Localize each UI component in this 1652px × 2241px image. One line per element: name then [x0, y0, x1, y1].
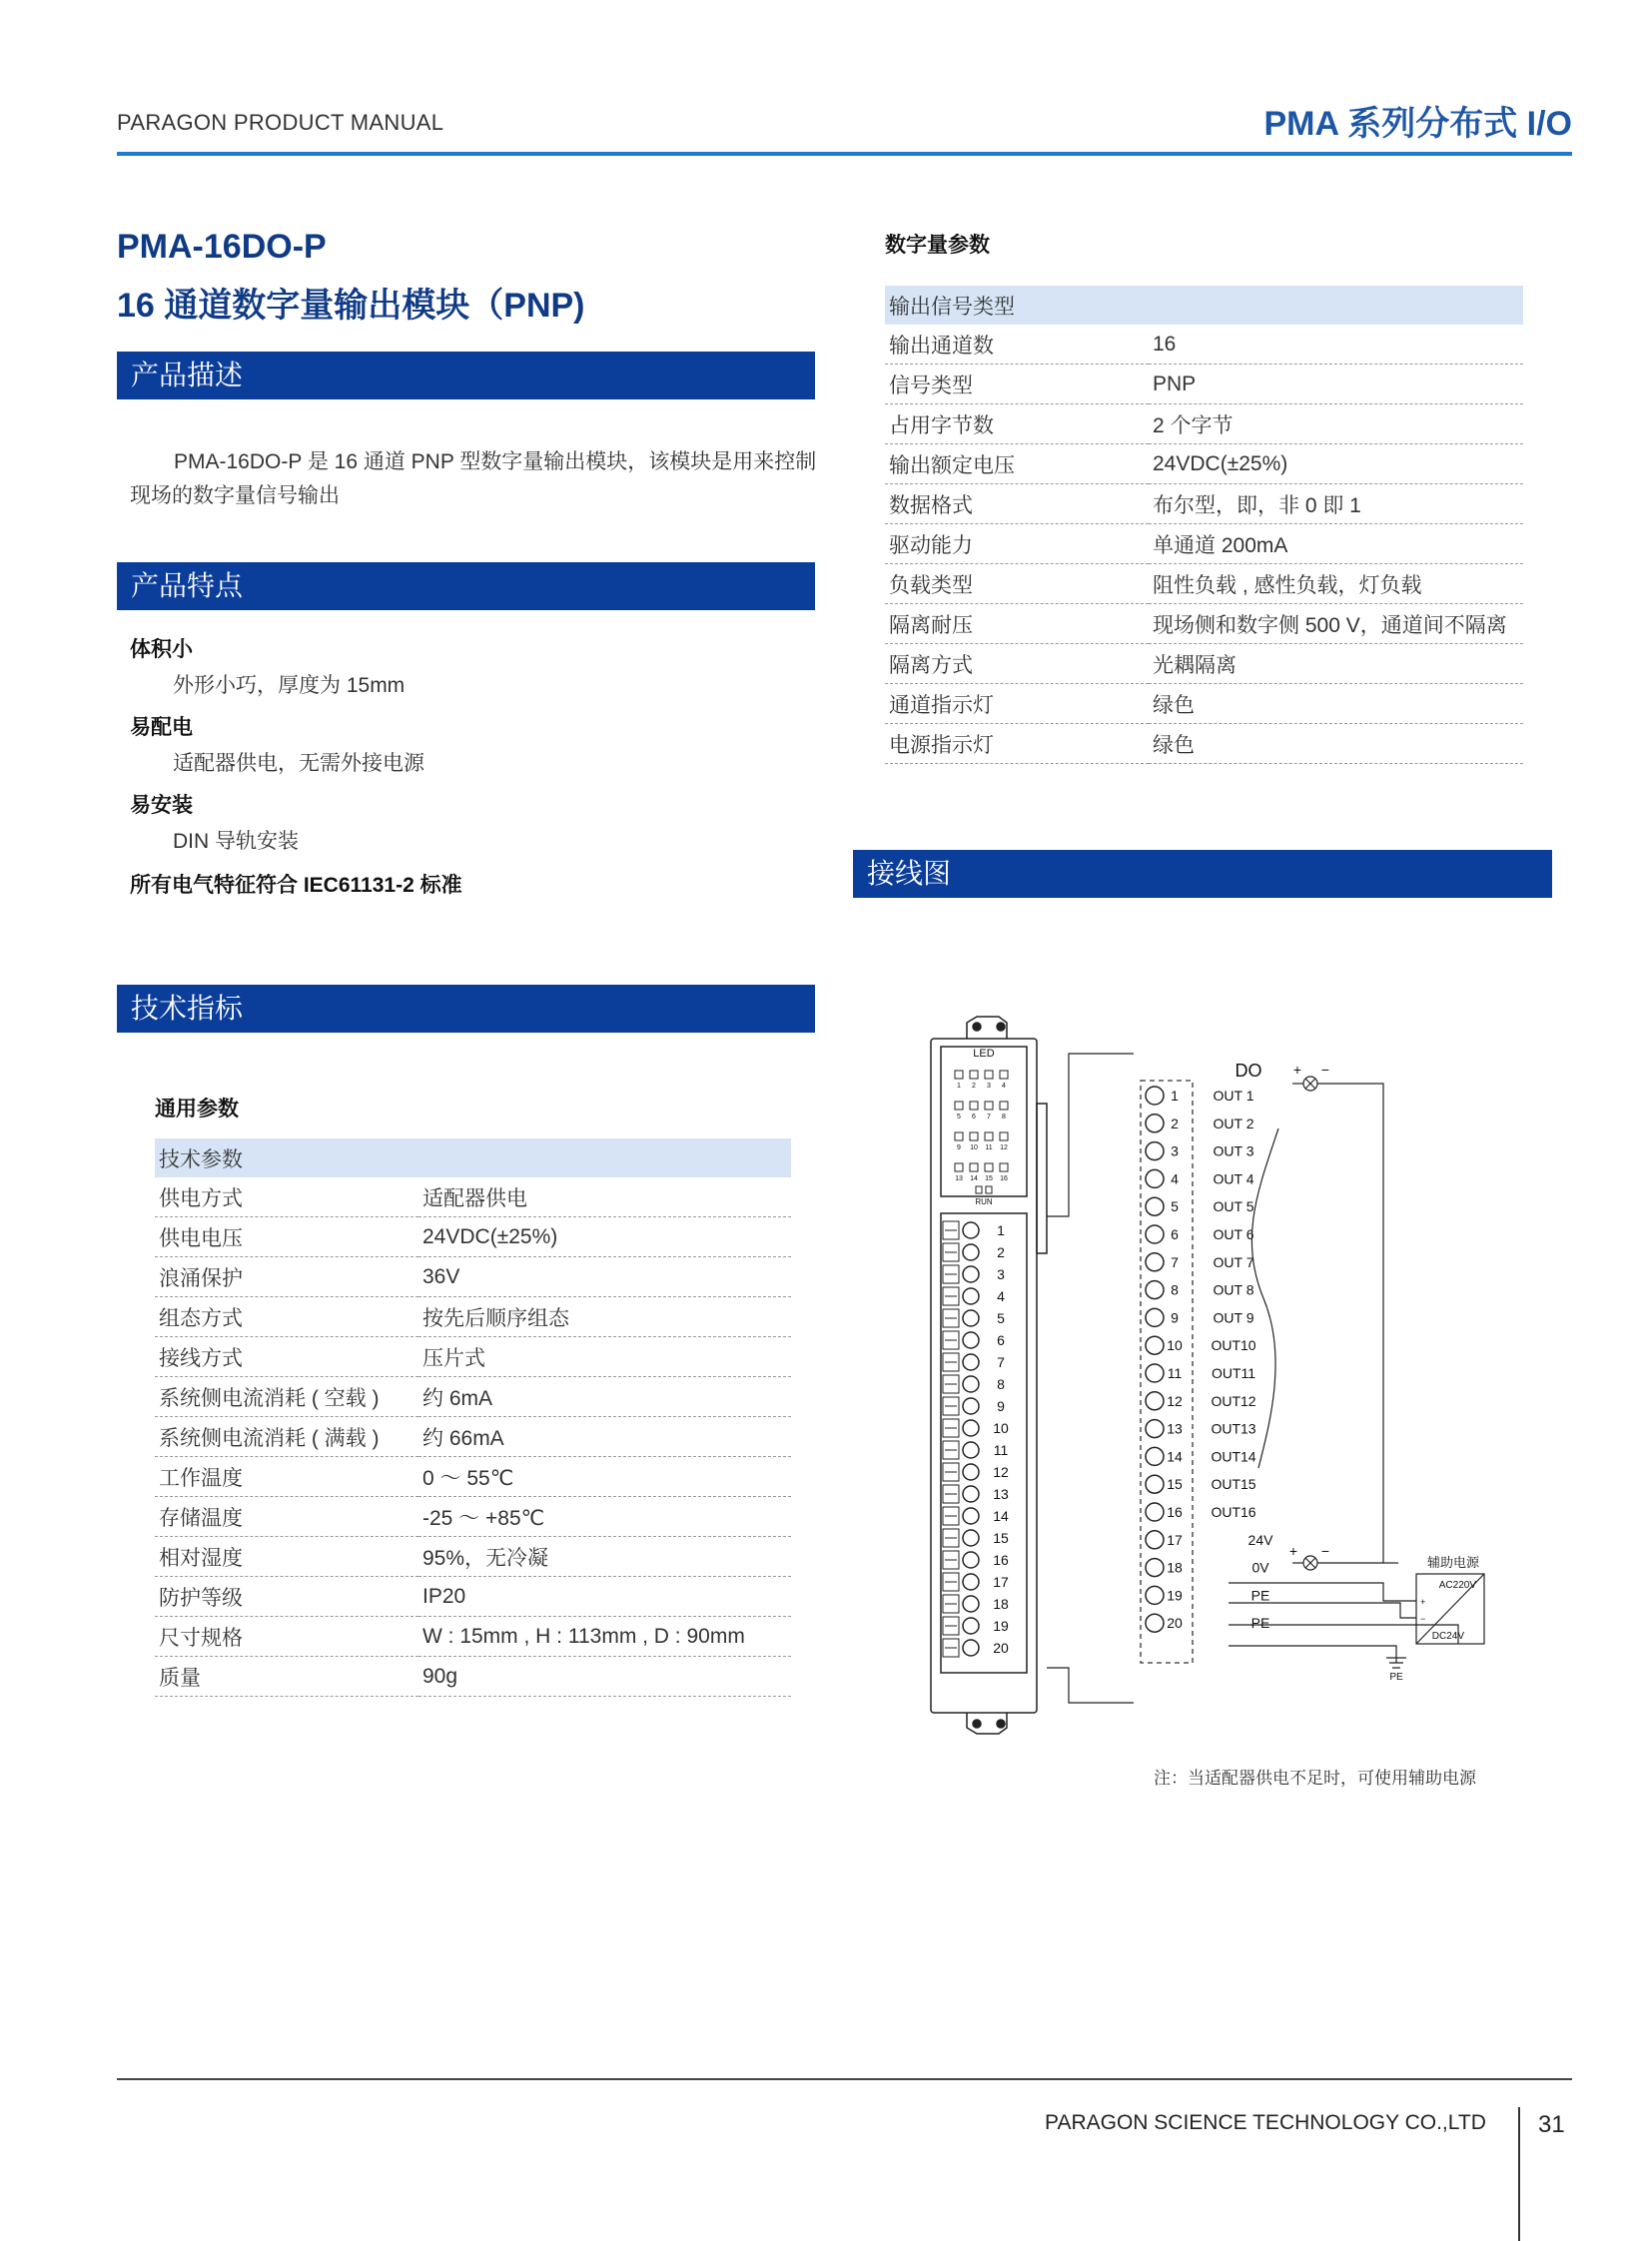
table-row	[885, 644, 1523, 684]
wiring-note: 注：当适配器供电不足时，可使用辅助电源	[1154, 1769, 1476, 1788]
terminal-screw	[963, 1640, 979, 1656]
param-value: 36V	[418, 1257, 791, 1297]
param-name: 工作温度	[155, 1457, 418, 1497]
header-rule	[117, 152, 1572, 156]
footer-rule	[117, 2078, 1572, 2080]
terminal-screw	[963, 1354, 979, 1370]
led-number: 10	[970, 1144, 978, 1151]
terminal-number: 8	[1171, 1281, 1179, 1298]
param-name: 相对湿度	[155, 1537, 418, 1577]
param-name: 供电方式	[155, 1177, 418, 1217]
output-label: OUT 4	[1213, 1170, 1254, 1187]
table-row	[155, 1257, 791, 1297]
module-terminal-number: 20	[993, 1640, 1009, 1656]
feature-title: 易安装	[130, 794, 193, 817]
page-number: 31	[1538, 2111, 1565, 2138]
aux-power-title: 辅助电源	[1426, 1555, 1480, 1570]
terminal-number: 20	[1167, 1615, 1183, 1632]
led-number: 4	[1002, 1083, 1006, 1090]
output-label: OUT 5	[1213, 1198, 1254, 1215]
table-head: 技术参数	[155, 1138, 791, 1177]
terminal-circle	[1146, 1253, 1164, 1271]
output-label: OUT12	[1211, 1392, 1256, 1409]
terminal-number: 10	[1167, 1337, 1183, 1354]
footer-divider	[1518, 2107, 1520, 2241]
power-label: 0V	[1251, 1559, 1269, 1576]
led-number: 8	[1002, 1114, 1006, 1120]
terminal-circle	[1146, 1586, 1164, 1604]
param-name: 输出额定电压	[885, 444, 1149, 484]
module-terminal-number: 11	[993, 1442, 1009, 1458]
table-row	[885, 444, 1523, 484]
table-row	[155, 1377, 791, 1417]
param-name: 尺寸规格	[155, 1617, 418, 1657]
param-value: 约 66mA	[418, 1417, 791, 1457]
terminal-number: 9	[1171, 1309, 1179, 1326]
param-name: 隔离耐压	[885, 604, 1149, 644]
table-row	[155, 1577, 791, 1617]
param-value: 阻性负载 , 感性负载，灯负载	[1149, 564, 1523, 604]
led-number: 12	[1000, 1144, 1008, 1151]
module-terminal-number: 18	[993, 1596, 1009, 1612]
led-number: 11	[985, 1144, 993, 1151]
product-subtitle: 16 通道数字量输出模块（PNP)	[117, 287, 585, 325]
table-row	[155, 1657, 791, 1697]
terminal-number: 1	[1171, 1088, 1179, 1104]
param-value: 24VDC(±25%)	[1149, 444, 1523, 484]
param-value: 单通道 200mA	[1149, 524, 1523, 564]
terminal-number: 15	[1167, 1476, 1183, 1493]
param-value: 布尔型，即，非 0 即 1	[1149, 484, 1523, 524]
param-value: 适配器供电	[418, 1177, 791, 1217]
table-row	[885, 604, 1523, 644]
module-terminal-number: 5	[997, 1310, 1005, 1326]
table-row	[885, 524, 1523, 564]
table-row	[155, 1417, 791, 1457]
param-value: 现场侧和数字侧 500 V，通道间不隔离	[1149, 604, 1523, 644]
terminal-number: 11	[1167, 1365, 1183, 1381]
led-label: LED	[973, 1048, 995, 1060]
power-label: 24V	[1247, 1531, 1273, 1548]
param-value: 压片式	[418, 1337, 791, 1377]
param-name: 通道指示灯	[885, 684, 1149, 724]
module-terminal-number: 16	[993, 1552, 1009, 1568]
table-row	[155, 1537, 791, 1577]
connector-bracket	[1047, 1054, 1134, 1703]
param-name: 防护等级	[155, 1577, 418, 1617]
param-value: W : 15mm , H : 113mm , D : 90mm	[418, 1617, 791, 1657]
feature-desc: 外形小巧，厚度为 15mm	[173, 674, 406, 697]
led-number: 14	[970, 1175, 978, 1182]
table-row	[885, 724, 1523, 764]
led-number: 5	[957, 1114, 961, 1120]
terminal-circle	[1146, 1559, 1164, 1577]
terminal-circle	[1146, 1336, 1164, 1354]
table-row	[885, 564, 1523, 604]
terminal-circle	[1146, 1281, 1164, 1299]
param-name: 接线方式	[155, 1337, 418, 1377]
table-row	[155, 1617, 791, 1657]
terminal-circle	[1146, 1364, 1164, 1382]
table-row	[155, 1497, 791, 1537]
terminal-screw	[963, 1310, 979, 1326]
param-value: 按先后顺序组态	[418, 1297, 791, 1337]
terminal-screw	[963, 1530, 979, 1546]
output-label: OUT13	[1211, 1420, 1256, 1437]
param-name: 占用字节数	[885, 404, 1149, 444]
param-value: 95%，无冷凝	[418, 1537, 791, 1577]
param-name: 系统侧电流消耗 ( 空载 )	[155, 1377, 418, 1417]
module-terminal-number: 7	[997, 1354, 1005, 1370]
aux-ac-label: AC220V	[1438, 1580, 1476, 1591]
terminal-number: 17	[1167, 1531, 1183, 1548]
terminal-circle	[1146, 1115, 1164, 1132]
terminal-screw	[963, 1266, 979, 1282]
terminal-number: 16	[1167, 1504, 1183, 1520]
terminal-screw	[963, 1288, 979, 1304]
param-name: 输出通道数	[885, 325, 1149, 365]
param-value: 绿色	[1149, 724, 1523, 764]
terminal-number: 7	[1171, 1253, 1179, 1270]
aux-minus: −	[1420, 1614, 1426, 1624]
terminal-circle	[1146, 1197, 1164, 1215]
run-label: RUN	[975, 1197, 993, 1206]
terminal-number: 12	[1167, 1392, 1183, 1409]
led-number: 2	[972, 1083, 976, 1090]
feature-title: 易配电	[130, 716, 193, 739]
terminal-screw	[963, 1508, 979, 1524]
output-label: OUT 3	[1213, 1142, 1254, 1159]
digital-params-heading: 数字量参数	[885, 234, 990, 257]
output-label: OUT11	[1211, 1365, 1256, 1381]
bottom-minus: −	[1320, 1543, 1330, 1559]
param-name: 存储温度	[155, 1497, 418, 1537]
digital-params-table	[885, 286, 1523, 764]
output-label: OUT 9	[1213, 1309, 1254, 1326]
terminal-number: 4	[1171, 1170, 1179, 1187]
led-number: 1	[957, 1083, 961, 1090]
param-value: IP20	[418, 1577, 791, 1617]
terminal-number: 18	[1167, 1559, 1183, 1576]
header-series-title: PMA 系列分布式 I/O	[1263, 105, 1572, 143]
param-value: 光耦隔离	[1149, 644, 1523, 684]
param-name: 数据格式	[885, 484, 1149, 524]
table-row	[155, 1457, 791, 1497]
table-row	[885, 684, 1523, 724]
param-name: 质量	[155, 1657, 418, 1697]
terminal-screw	[963, 1442, 979, 1458]
terminal-screw	[963, 1464, 979, 1480]
general-params-heading: 通用参数	[155, 1098, 239, 1120]
terminal-circle	[1146, 1614, 1164, 1632]
terminal-screw	[963, 1376, 979, 1392]
terminal-screw	[963, 1486, 979, 1502]
feature-title: 所有电气特征符合 IEC61131-2 标准	[130, 874, 462, 897]
terminal-circle	[1146, 1447, 1164, 1465]
module-terminal-number: 12	[993, 1464, 1009, 1480]
led-number: 7	[987, 1114, 991, 1120]
param-name: 驱动能力	[885, 524, 1149, 564]
module-terminal-number: 1	[997, 1222, 1005, 1238]
terminal-screw	[963, 1552, 979, 1568]
section-bar-description: 产品描述	[117, 352, 815, 399]
terminal-number: 5	[1171, 1198, 1179, 1215]
top-minus: −	[1320, 1062, 1330, 1078]
terminal-screw	[963, 1420, 979, 1436]
output-label: OUT14	[1211, 1448, 1256, 1465]
terminal-circle	[1146, 1087, 1164, 1105]
table-head: 输出信号类型	[885, 286, 1523, 325]
channel-ellipsis-curve	[1251, 1128, 1278, 1468]
top-load-lamp	[1292, 1077, 1383, 1563]
terminal-circle	[1146, 1392, 1164, 1410]
module-terminal-number: 13	[993, 1486, 1009, 1502]
terminal-number: 13	[1167, 1420, 1183, 1437]
top-plus: +	[1292, 1062, 1302, 1078]
output-label: OUT15	[1211, 1476, 1256, 1493]
aux-dc-label: DC24V	[1431, 1631, 1464, 1642]
wiring-diagram	[929, 1009, 1518, 1748]
param-value: 2 个字节	[1149, 404, 1523, 444]
terminal-circle	[1146, 1420, 1164, 1438]
terminal-number: 6	[1171, 1226, 1179, 1242]
product-model: PMA-16DO-P	[117, 228, 327, 266]
terminal-number: 19	[1167, 1587, 1183, 1604]
table-row	[155, 1177, 791, 1217]
module-terminal-number: 19	[993, 1618, 1009, 1634]
output-label: OUT 7	[1213, 1253, 1254, 1270]
terminal-circle	[1146, 1531, 1164, 1549]
section-bar-features: 产品特点	[117, 562, 815, 610]
terminal-screw	[963, 1398, 979, 1414]
terminal-screw	[963, 1222, 979, 1238]
table-row	[155, 1297, 791, 1337]
param-value: 16	[1149, 325, 1523, 365]
module-terminal-number: 6	[997, 1332, 1005, 1348]
param-value: 0 ～ 55℃	[418, 1457, 791, 1497]
bottom-plus: +	[1288, 1543, 1298, 1559]
led-number: 13	[955, 1175, 963, 1182]
module-terminal-number: 2	[997, 1244, 1005, 1260]
param-name: 负载类型	[885, 564, 1149, 604]
param-name: 系统侧电流消耗 ( 满载 )	[155, 1417, 418, 1457]
section-bar-wiring: 接线图	[853, 850, 1552, 898]
terminal-circle	[1146, 1308, 1164, 1326]
module-terminal-number: 9	[997, 1398, 1005, 1414]
module-terminals	[943, 1221, 1009, 1657]
output-label: OUT16	[1211, 1504, 1256, 1520]
param-value: 90g	[418, 1657, 791, 1697]
param-value: PNP	[1149, 365, 1523, 404]
terminal-screw	[963, 1574, 979, 1590]
param-value: 24VDC(±25%)	[418, 1217, 791, 1257]
table-row	[885, 365, 1523, 404]
terminal-circle	[1146, 1142, 1164, 1160]
param-name: 组态方式	[155, 1297, 418, 1337]
footer-company: PARAGON SCIENCE TECHNOLOGY CO.,LTD	[1045, 2111, 1486, 2134]
param-name: 隔离方式	[885, 644, 1149, 684]
feature-desc: 适配器供电，无需外接电源	[173, 752, 424, 775]
param-name: 电源指示灯	[885, 724, 1149, 764]
table-row	[155, 1217, 791, 1257]
header-manual-title: PARAGON PRODUCT MANUAL	[117, 110, 444, 135]
terminal-circle	[1146, 1475, 1164, 1493]
module-terminal-number: 14	[993, 1508, 1009, 1524]
aux-plus: +	[1420, 1597, 1426, 1607]
module-terminal-number: 17	[993, 1574, 1009, 1590]
do-label: DO	[1235, 1061, 1262, 1081]
module-terminal-number: 4	[997, 1288, 1005, 1304]
terminal-circle	[1146, 1503, 1164, 1521]
power-label: PE	[1250, 1615, 1270, 1632]
module-terminal-number: 3	[997, 1266, 1005, 1282]
param-name: 供电电压	[155, 1217, 418, 1257]
table-row	[885, 325, 1523, 365]
table-row	[155, 1337, 791, 1377]
param-name: 浪涌保护	[155, 1257, 418, 1297]
module-terminal-number: 15	[993, 1530, 1009, 1546]
output-label: OUT10	[1211, 1337, 1256, 1354]
led-number: 6	[972, 1114, 976, 1120]
led-number: 16	[1000, 1175, 1008, 1182]
param-name: 信号类型	[885, 365, 1149, 404]
terminal-rows	[1146, 1084, 1292, 1632]
output-label: OUT 2	[1213, 1115, 1254, 1131]
led-number: 3	[987, 1083, 991, 1090]
power-label: PE	[1250, 1587, 1270, 1604]
output-label: OUT 1	[1213, 1088, 1254, 1104]
section-bar-tech: 技术指标	[117, 985, 815, 1033]
feature-title: 体积小	[130, 638, 193, 661]
param-value: 绿色	[1149, 684, 1523, 724]
general-params-table	[155, 1138, 791, 1697]
table-row	[885, 404, 1523, 444]
terminal-number: 2	[1171, 1115, 1179, 1131]
terminal-screw	[963, 1618, 979, 1634]
terminal-circle	[1146, 1225, 1164, 1243]
led-number: 15	[985, 1175, 993, 1182]
param-value: 约 6mA	[418, 1377, 791, 1417]
param-value: -25 ～ +85℃	[418, 1497, 791, 1537]
terminal-screw	[963, 1332, 979, 1348]
terminal-number: 3	[1171, 1142, 1179, 1159]
module-terminal-number: 10	[993, 1420, 1009, 1436]
feature-desc: DIN 导轨安装	[173, 830, 299, 853]
terminal-screw	[963, 1596, 979, 1612]
terminal-screw	[963, 1244, 979, 1260]
terminal-number: 14	[1167, 1448, 1183, 1465]
description-text: PMA-16DO-P 是 16 通道 PNP 型数字量输出模块，该模块是用来控制现场的数字量信号输出	[130, 450, 817, 507]
module-terminal-number: 8	[997, 1376, 1005, 1392]
led-number: 9	[957, 1144, 961, 1151]
pe-ground-label: PE	[1389, 1672, 1403, 1683]
output-label: OUT 8	[1213, 1281, 1254, 1298]
table-row	[885, 484, 1523, 524]
terminal-circle	[1146, 1169, 1164, 1187]
output-label: OUT 6	[1213, 1226, 1254, 1242]
